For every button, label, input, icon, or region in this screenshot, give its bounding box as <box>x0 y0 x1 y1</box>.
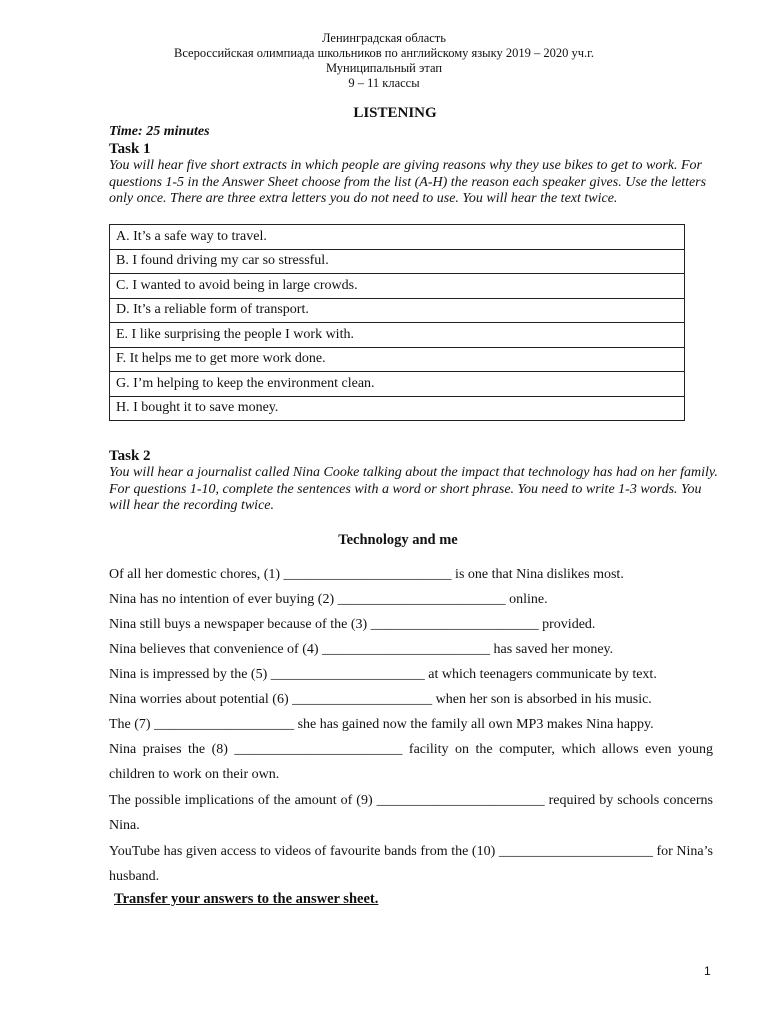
sentence-10: YouTube has given access to videos of favourite bands from the (10) ______________________ for Nina’s husband. <box>109 844 713 884</box>
task2-title: Task 2 <box>109 448 151 464</box>
table-row <box>110 347 685 372</box>
transfer-instruction: Transfer your answers to the answer sheet. <box>114 891 379 907</box>
section-title: LISTENING <box>353 105 437 121</box>
sentence-3: Nina still buys a newspaper because of the (3) ________________________ provided. <box>109 617 596 632</box>
sentence-8: Nina praises the (8) ________________________ facility on the computer, which allows even young children to work on their own. <box>109 742 713 782</box>
document-header <box>0 31 768 91</box>
time-limit: Time: 25 minutes <box>109 124 210 139</box>
table-row <box>110 396 685 421</box>
option-h: H. I bought it to save money. <box>110 396 685 421</box>
option-b: B. I found driving my car so stressful. <box>110 249 685 274</box>
header-stage: Муниципальный этап <box>325 61 443 75</box>
sentence-9: The possible implications of the amount of (9) ________________________ required by schools concerns Nina. <box>109 793 713 833</box>
table-row <box>110 298 685 323</box>
task1-instructions: You will hear five short extracts in which people are giving reasons why they use bikes to get to work. For questions 1-5 in the Answer Sheet choose from the list (A-H) the reason each speaker gives. Use the letters only once. There are three extra letters you do not need to use. You will hear the text twice. <box>109 158 707 206</box>
sentence-2: Nina has no intention of ever buying (2) ________________________ online. <box>109 592 548 607</box>
option-c: C. I wanted to avoid being in large crowds. <box>110 274 685 299</box>
sentence-4: Nina believes that convenience of (4) ________________________ has saved her money. <box>109 642 614 657</box>
task1-title: Task 1 <box>109 141 151 157</box>
sentence-5: Nina is impressed by the (5) ______________________ at which teenagers communicate by text. <box>109 667 657 682</box>
sentence-6: Nina worries about potential (6) ____________________ when her son is absorbed in his music. <box>109 692 652 707</box>
option-e: E. I like surprising the people I work with. <box>110 323 685 348</box>
table-row <box>110 372 685 397</box>
option-d: D. It’s a reliable form of transport. <box>110 298 685 323</box>
sentence-1: Of all her domestic chores, (1) ________________________ is one that Nina dislikes most. <box>109 567 624 582</box>
option-f: F. It helps me to get more work done. <box>110 347 685 372</box>
table-row <box>110 323 685 348</box>
table-row <box>110 249 685 274</box>
task1-options-table <box>109 224 685 421</box>
sentence-7: The (7) ____________________ she has gained now the family all own MP3 makes Nina happy. <box>109 717 654 732</box>
option-a: A. It’s a safe way to travel. <box>110 225 685 250</box>
table-row <box>110 274 685 299</box>
page-number: 1 <box>704 964 711 978</box>
task2-instructions: You will hear a journalist called Nina Cooke talking about the impact that technology has had on her family. For questions 1-10, complete the sentences with a word or short phrase. You need to write 1-3 words. You will hear the recording twice. <box>109 465 718 513</box>
table-row <box>110 225 685 250</box>
header-olympiad: Всероссийская олимпиада школьников по английскому языку 2019 – 2020 уч.г. <box>174 46 594 60</box>
header-region: Ленинградская область <box>322 31 446 45</box>
task2-subtitle: Technology and me <box>338 532 458 548</box>
option-g: G. I’m helping to keep the environment clean. <box>110 372 685 397</box>
header-grades: 9 – 11 классы <box>348 76 420 90</box>
